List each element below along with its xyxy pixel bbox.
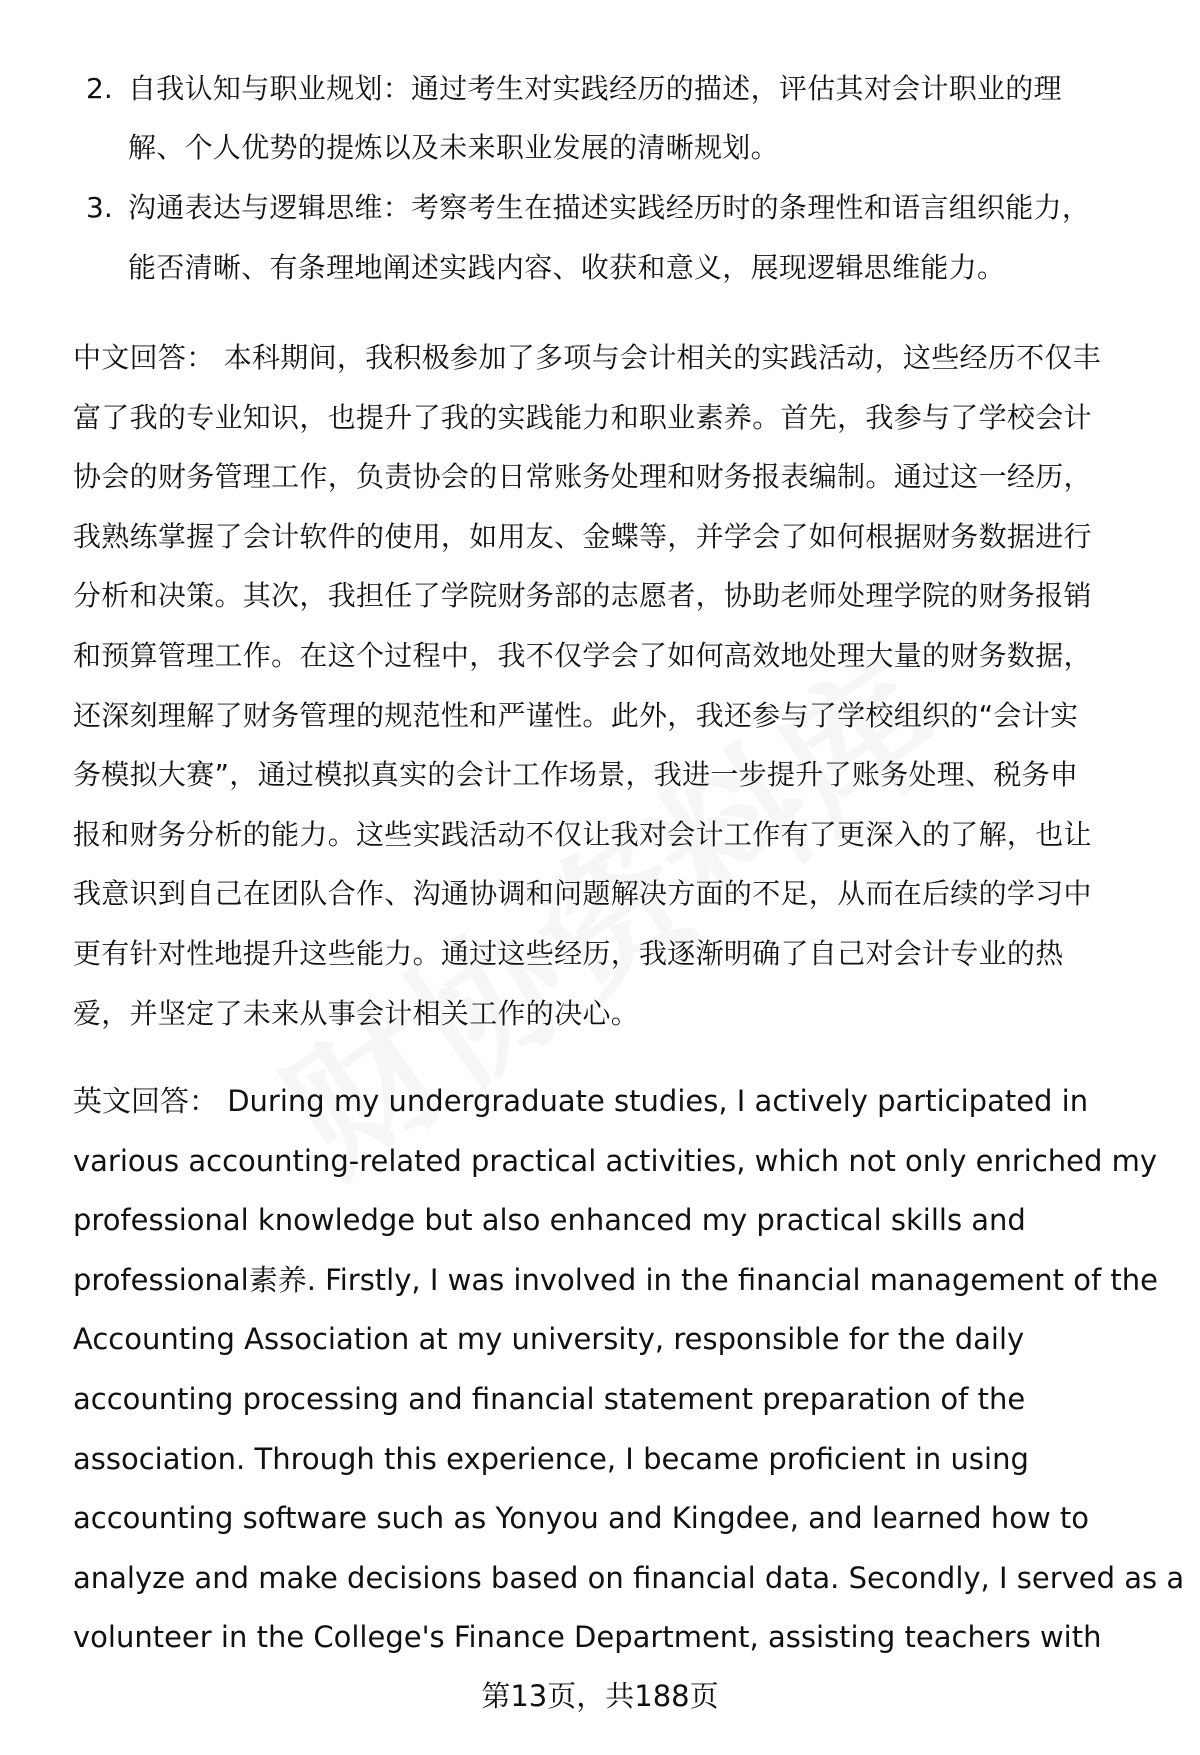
item-number: 3. <box>86 191 113 224</box>
paragraph-line: professional素养. Firstly, I was involved in the financial management of the <box>73 1262 1159 1297</box>
paragraph-line: 报和财务分析的能力。这些实践活动不仅让我对会计工作有了更深入的了解，也让 <box>73 817 1092 851</box>
paragraph-line: 我意识到自己在团队合作、沟通协调和问题解决方面的不足，从而在后续的学习中 <box>73 877 1092 911</box>
paragraph-line: accounting software such as Yonyou and Kingdee, and learned how to <box>73 1501 1090 1536</box>
paragraph-line: 富了我的专业知识，也提升了我的实践能力和职业素养。首先，我参与了学校会计 <box>73 400 1092 434</box>
paragraph-line: 协会的财务管理工作，负责协会的日常账务处理和财务报表编制。通过这一经历， <box>73 460 1092 494</box>
page-number: 第13页，共188页 <box>481 1679 719 1713</box>
item-text-line: 能否清晰、有条理地阐述实践内容、收获和意义，展现逻辑思维能力。 <box>128 251 1006 284</box>
paragraph-line: Accounting Association at my university, responsible for the daily <box>73 1322 1025 1357</box>
paragraph-line: 和预算管理工作。在这个过程中，我不仅学会了如何高效地处理大量的财务数据， <box>73 639 1092 672</box>
paragraph-line: 中文回答： 本科期间，我积极参加了多项与会计相关的实践活动，这些经历不仅丰 <box>73 341 1102 374</box>
paragraph-line: 务模拟大赛”，通过模拟真实的会计工作场景，我进一步提升了账务处理、税务申 <box>73 758 1079 792</box>
paragraph-line: 分析和决策。其次，我担任了学院财务部的志愿者，协助老师处理学院的财务报销 <box>73 579 1092 613</box>
paragraph-line: professional knowledge but also enhanced my practical skills and <box>73 1203 1026 1238</box>
paragraph-line: 爱，并坚定了未来从事会计相关工作的决心。 <box>73 996 640 1030</box>
paragraph-line: 更有针对性地提升这些能力。通过这些经历，我逐渐明确了自己对会计专业的热 <box>73 937 1064 970</box>
item-text-line: 自我认知与职业规划：通过考生对实践经历的描述，评估其对会计职业的理 <box>128 72 1062 105</box>
paragraph-line: volunteer in the College's Finance Department, assisting teachers with <box>73 1620 1102 1655</box>
paragraph-line: 英文回答： During my undergraduate studies, I actively participated in <box>73 1084 1089 1118</box>
paragraph-line: various accounting-related practical activities, which not only enriched my <box>73 1143 1158 1178</box>
paragraph-line: 还深刻理解了财务管理的规范性和严谨性。此外，我还参与了学校组织的“会计实 <box>73 698 1079 732</box>
paragraph-line: association. Through this experience, I became proficient in using <box>73 1441 1029 1476</box>
paragraph-line: accounting processing and financial statement preparation of the <box>73 1382 1026 1416</box>
item-number: 2. <box>86 72 113 105</box>
paragraph-line: 我熟练掌握了会计软件的使用，如用友、金蝶等，并学会了如何根据财务数据进行 <box>73 519 1092 553</box>
item-text-line: 解、个人优势的提炼以及未来职业发展的清晰规划。 <box>128 131 779 164</box>
paragraph-line: analyze and make decisions based on financial data. Secondly, I served as a <box>73 1560 1185 1595</box>
item-text-line: 沟通表达与逻辑思维：考察考生在描述实践经历时的条理性和语言组织能力， <box>128 191 1091 224</box>
